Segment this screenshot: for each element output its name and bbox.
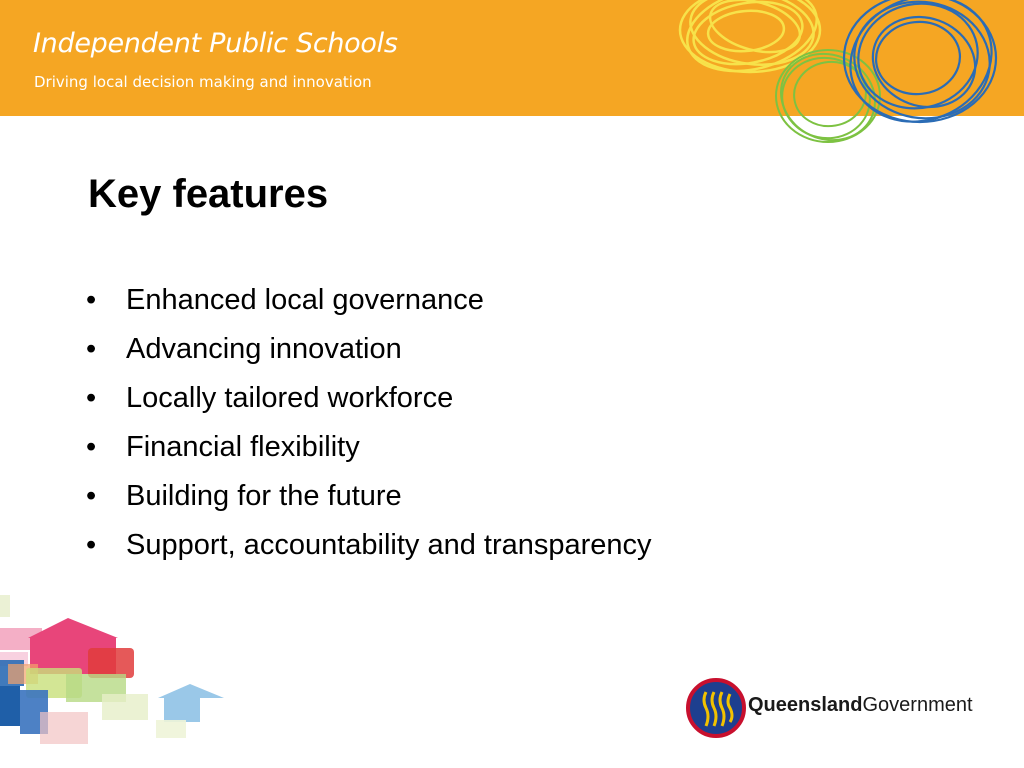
list-item-text: Advancing innovation xyxy=(126,333,402,365)
queensland-government-emblem-icon xyxy=(686,678,748,738)
list-item xyxy=(86,525,652,574)
header-subtitle: Driving local decision making and innovation xyxy=(34,73,372,91)
list-item-text: Locally tailored workforce xyxy=(126,382,454,414)
list-item xyxy=(86,280,652,329)
logo-name-light: Government xyxy=(862,694,973,716)
list-item xyxy=(86,427,652,476)
bullet-icon: • xyxy=(86,529,97,561)
list-item-text: Building for the future xyxy=(126,480,402,512)
list-item-text: Financial flexibility xyxy=(126,431,360,463)
header-title: Independent Public Schools xyxy=(33,28,398,59)
bullet-icon: • xyxy=(86,431,97,463)
list-item xyxy=(86,378,652,427)
logo-name-bold: Queensland xyxy=(748,694,863,716)
bullet-icon: • xyxy=(86,333,97,365)
bullet-icon: • xyxy=(86,284,97,316)
scribbled-circles-icon xyxy=(660,0,1024,160)
list-item-text: Enhanced local governance xyxy=(126,284,484,316)
yellow-scribble-circle xyxy=(679,0,826,84)
bullet-icon: • xyxy=(86,382,97,414)
queensland-government-logo xyxy=(686,678,986,738)
slide-title: Key features xyxy=(88,172,329,216)
bullet-icon: • xyxy=(86,480,97,512)
list-item xyxy=(86,329,652,378)
list-item xyxy=(86,476,652,525)
house-collage-icon xyxy=(0,590,240,768)
list-item-text: Support, accountability and transparency xyxy=(126,529,652,561)
queensland-government-wordmark xyxy=(748,694,973,717)
feature-list xyxy=(86,280,652,574)
